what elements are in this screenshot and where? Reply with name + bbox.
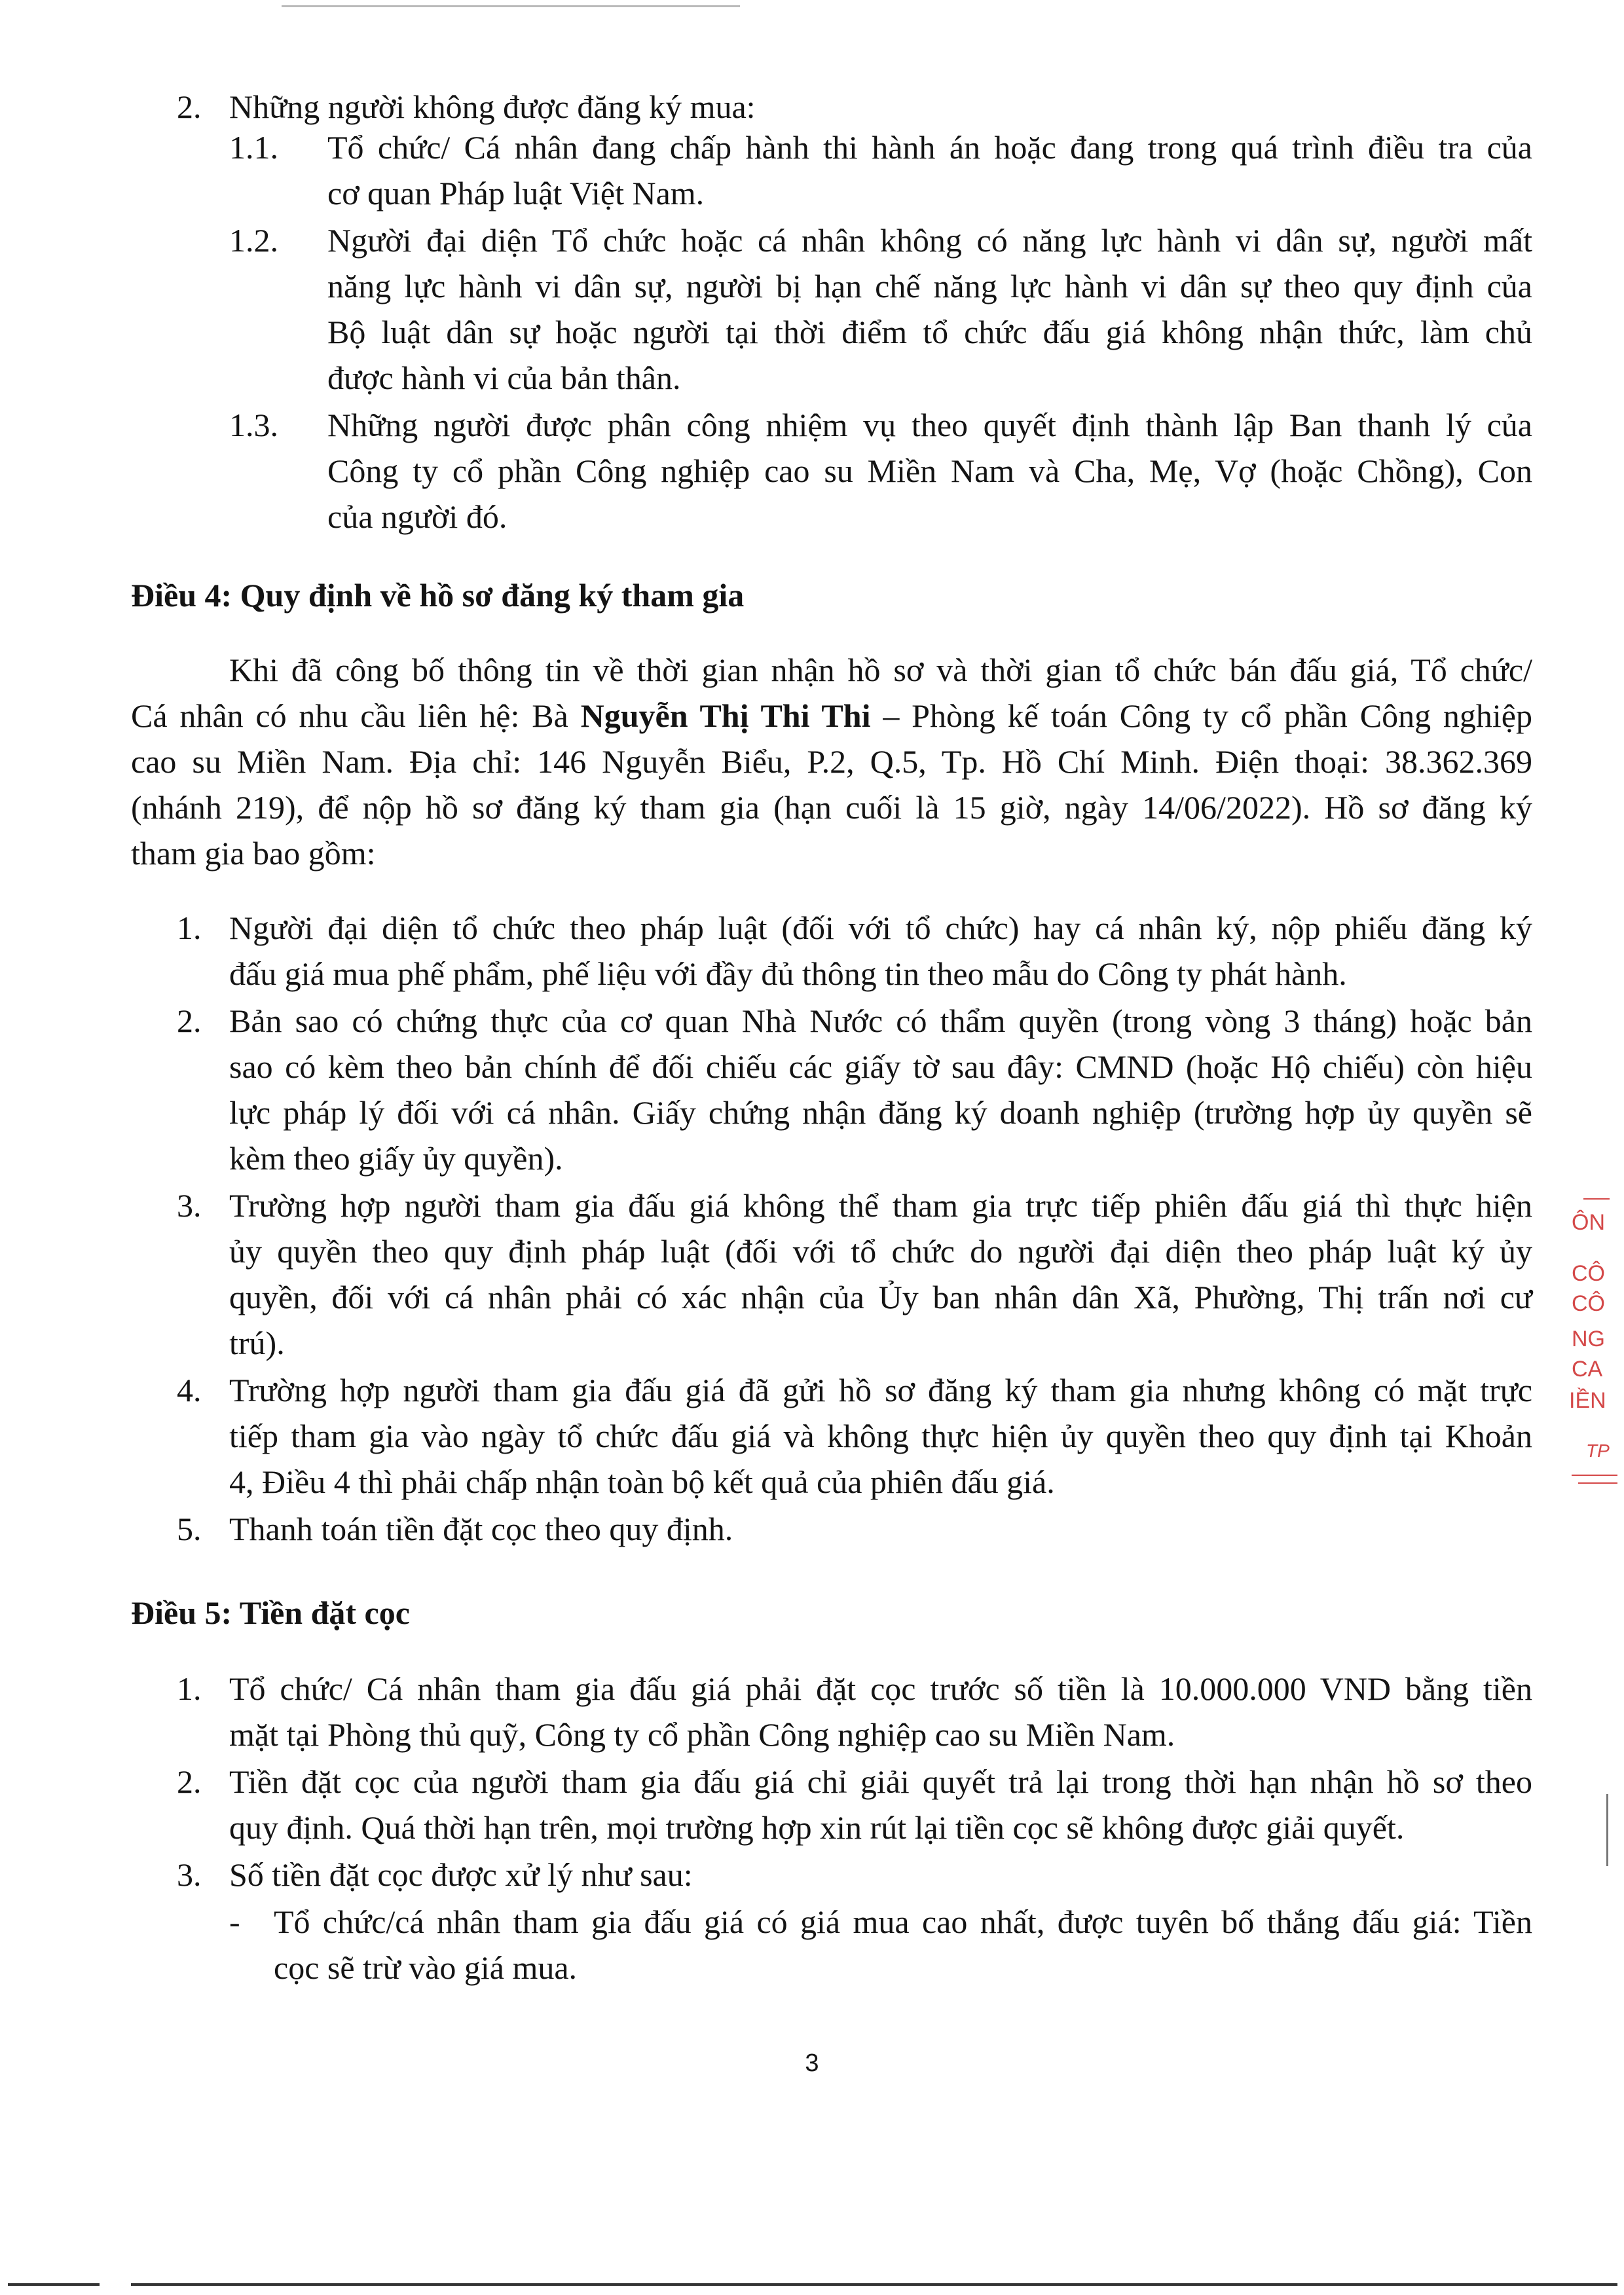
list-item-line: trú). bbox=[229, 1325, 285, 1361]
stamp-text: TP bbox=[1586, 1441, 1610, 1461]
stamp-text: IỀN bbox=[1569, 1388, 1606, 1413]
list-item-line: đấu giá mua phế phẩm, phế liệu với đầy đủ thông tin theo mẫu do Công ty phát hành. bbox=[229, 955, 1347, 992]
list-item-line: Trường hợp người tham gia đấu giá không thể tham gia trực tiếp phiên đấu giá thì thực hiện bbox=[229, 1187, 1532, 1224]
sub-item-line: được hành vi của bản thân. bbox=[327, 359, 681, 396]
dash-item-line: cọc sẽ trừ vào giá mua. bbox=[274, 1949, 578, 1986]
list-item-line: kèm theo giấy ủy quyền). bbox=[229, 1140, 563, 1177]
list-item-line: mặt tại Phòng thủ quỹ, Công ty cổ phần Công nghiệp cao su Miền Nam. bbox=[229, 1716, 1175, 1753]
sub-item-line: Công ty cổ phần Công nghiệp cao su Miền Nam và Cha, Mẹ, Vợ (hoặc Chồng), Con bbox=[327, 452, 1532, 489]
article-4-paragraph-line: cao su Miền Nam. Địa chỉ: 146 Nguyễn Biểu, P.2, Q.5, Tp. Hồ Chí Minh. Điện thoại: 38.362.369 bbox=[131, 743, 1532, 780]
sub-item-line: của người đó. bbox=[327, 498, 507, 535]
list-item-number: 1. bbox=[177, 1670, 202, 1707]
scan-edge-mark bbox=[1606, 1794, 1608, 1866]
list-item-number: 3. bbox=[177, 1856, 202, 1893]
list-item-line: Trường hợp người tham gia đấu giá đã gửi hồ sơ đăng ký tham gia nhưng không có mặt trực bbox=[229, 1372, 1532, 1408]
bottom-scan-edge bbox=[8, 2283, 100, 2286]
list-item-line: Tiền đặt cọc của người tham gia đấu giá chỉ giải quyết trả lại trong thời hạn nhận hồ sơ theo bbox=[229, 1763, 1532, 1800]
bottom-scan-edge bbox=[131, 2283, 1617, 2286]
list-item-line: Thanh toán tiền đặt cọc theo quy định. bbox=[229, 1511, 733, 1547]
sub-item-line: Tổ chức/ Cá nhân đang chấp hành thi hành án hoặc đang trong quá trình điều tra của bbox=[327, 129, 1532, 166]
article-4-paragraph-line: (nhánh 219), để nộp hồ sơ đăng ký tham gia (hạn cuối là 15 giờ, ngày 14/06/2022). Hồ sơ đăng ký bbox=[131, 789, 1532, 826]
list-item-number: 1. bbox=[177, 909, 202, 946]
contact-suffix: – Phòng kế toán Công ty cổ phần Công nghiệp bbox=[870, 697, 1532, 734]
sub-item-line: năng lực hành vi dân sự, người bị hạn chế năng lực hành vi dân sự theo quy định của bbox=[327, 268, 1532, 304]
stamp-line bbox=[1572, 1475, 1617, 1476]
list-item-line: ủy quyền theo quy định pháp luật (đối với tổ chức do người đại diện theo pháp luật ký ủy bbox=[229, 1233, 1532, 1270]
sub-item-line: cơ quan Pháp luật Việt Nam. bbox=[327, 175, 705, 211]
stamp-line bbox=[1583, 1198, 1610, 1200]
list-item-line: Tổ chức/ Cá nhân tham gia đấu giá phải đặt cọc trước số tiền là 10.000.000 VND bằng tiền bbox=[229, 1670, 1532, 1707]
list-item-line: Số tiền đặt cọc được xử lý như sau: bbox=[229, 1856, 693, 1893]
list-item-line: quy định. Quá thời hạn trên, mọi trường hợp xin rút lại tiền cọc sẽ không được giải quyết. bbox=[229, 1809, 1405, 1846]
list-item-line: quyền, đối với cá nhân phải có xác nhận của Ủy ban nhân dân Xã, Phường, Thị trấn nơi cư bbox=[229, 1279, 1532, 1315]
list-item-number: 3. bbox=[177, 1187, 202, 1224]
sub-item-number: 1.3. bbox=[229, 407, 278, 443]
dash-item-line: Tổ chức/cá nhân tham gia đấu giá có giá mua cao nhất, được tuyên bố thắng đấu giá: Tiền bbox=[274, 1903, 1532, 1940]
list-item-line: lực pháp lý đối với cá nhân. Giấy chứng nhận đăng ký doanh nghiệp (trường hợp ủy quyền sẽ bbox=[229, 1094, 1532, 1131]
top-scan-edge bbox=[282, 5, 740, 7]
list-item-number: 5. bbox=[177, 1511, 202, 1547]
item-2-text: Những người không được đăng ký mua: bbox=[229, 88, 756, 125]
list-item-line: Người đại diện tổ chức theo pháp luật (đối với tổ chức) hay cá nhân ký, nộp phiếu đăng ký bbox=[229, 909, 1532, 946]
sub-item-line: Bộ luật dân sự hoặc người tại thời điểm tổ chức đấu giá không nhận thức, làm chủ bbox=[327, 314, 1532, 350]
sub-item-number: 1.2. bbox=[229, 222, 278, 259]
list-item-number: 4. bbox=[177, 1372, 202, 1408]
stamp-text: ÔN bbox=[1572, 1210, 1605, 1235]
list-item-line: 4, Điều 4 thì phải chấp nhận toàn bộ kết quả của phiên đấu giá. bbox=[229, 1463, 1055, 1500]
article-4-paragraph-line: tham gia bao gồm: bbox=[131, 835, 376, 872]
sub-item-line: Người đại diện Tổ chức hoặc cá nhân không có năng lực hành vi dân sự, người mất bbox=[327, 222, 1532, 259]
sub-item-number: 1.1. bbox=[229, 129, 278, 166]
company-stamp-fragment bbox=[1569, 1198, 1624, 1526]
stamp-text: NG bbox=[1572, 1327, 1605, 1351]
item-2-number: 2. bbox=[177, 88, 202, 125]
page-number: 3 bbox=[805, 2049, 819, 2077]
dash-bullet: - bbox=[229, 1903, 240, 1940]
contact-name: Nguyễn Thị Thi Thi bbox=[580, 697, 871, 734]
article-4-paragraph-line: Khi đã công bố thông tin về thời gian nhận hồ sơ và thời gian tổ chức bán đấu giá, Tổ chức/ bbox=[229, 652, 1532, 688]
list-item-number: 2. bbox=[177, 1763, 202, 1800]
contact-prefix: Cá nhân có nhu cầu liên hệ: Bà bbox=[131, 697, 581, 734]
article-4-paragraph-line bbox=[131, 697, 1532, 735]
list-item-line: sao có kèm theo bản chính để đối chiếu các giấy tờ sau đây: CMND (hoặc Hộ chiếu) còn hiệu bbox=[229, 1048, 1532, 1085]
list-item-number: 2. bbox=[177, 1002, 202, 1039]
stamp-text: CÔ bbox=[1572, 1291, 1605, 1316]
list-item-line: Bản sao có chứng thực của cơ quan Nhà Nước có thẩm quyền (trong vòng 3 tháng) hoặc bản bbox=[229, 1002, 1532, 1039]
sub-item-line: Những người được phân công nhiệm vụ theo quyết định thành lập Ban thanh lý của bbox=[327, 407, 1532, 443]
stamp-text: CÔ bbox=[1572, 1261, 1605, 1286]
stamp-text: CA bbox=[1572, 1357, 1603, 1382]
stamp-line bbox=[1578, 1482, 1617, 1484]
article-4-heading: Điều 4: Quy định về hồ sơ đăng ký tham gia bbox=[131, 577, 745, 614]
list-item-line: tiếp tham gia vào ngày tổ chức đấu giá và không thực hiện ủy quyền theo quy định tại Khoản bbox=[229, 1418, 1532, 1454]
article-5-heading: Điều 5: Tiền đặt cọc bbox=[131, 1594, 410, 1631]
